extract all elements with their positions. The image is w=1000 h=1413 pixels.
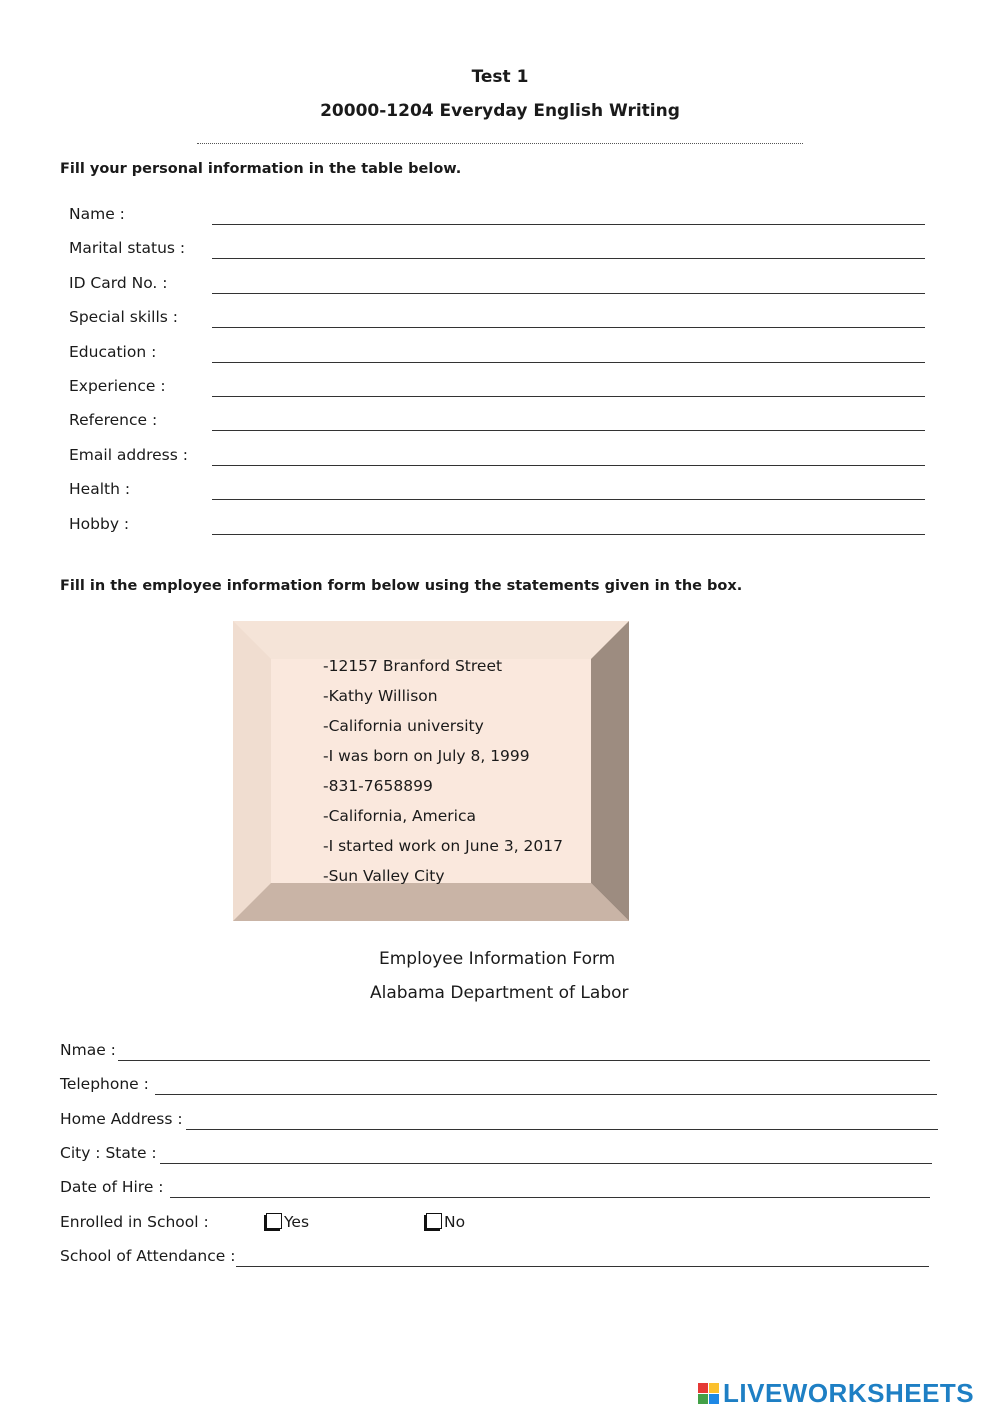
statement-item: -12157 Branford Street (323, 657, 503, 675)
test-title: Test 1 (471, 67, 529, 87)
statements-list (323, 655, 563, 895)
personal-field-input[interactable] (212, 396, 925, 397)
statement-item: -California, America (323, 807, 476, 825)
bevel-right (591, 621, 629, 921)
logo-square-green (698, 1394, 708, 1404)
city-state-label: City : State : (60, 1144, 157, 1162)
checkbox-yes[interactable] (266, 1213, 282, 1229)
instruction-personal-info: Fill your personal information in the table below. (60, 161, 462, 177)
statement-item: -831-7658899 (323, 777, 433, 795)
personal-row (69, 205, 925, 229)
logo-square-blue (709, 1394, 719, 1404)
statement-item: -I started work on June 3, 2017 (323, 837, 564, 855)
school-row (60, 1247, 929, 1271)
personal-field-label: Education : (69, 342, 157, 361)
yes-label: Yes (284, 1213, 310, 1231)
bevel-top (233, 621, 629, 659)
personal-field-input[interactable] (212, 258, 925, 259)
checkbox-no[interactable] (426, 1213, 442, 1229)
personal-row (69, 239, 925, 263)
personal-field-input[interactable] (212, 362, 925, 363)
form-subtitle: Alabama Department of Labor (370, 983, 629, 1003)
personal-field-label: Email address : (69, 445, 188, 464)
enrolled-no-option[interactable] (426, 1213, 465, 1231)
personal-row (69, 308, 925, 332)
enrolled-row (60, 1213, 500, 1237)
employee-name-field[interactable] (118, 1060, 930, 1061)
instruction-employee-form: Fill in the employee information form below using the statements given in the box. (60, 578, 743, 594)
city-state-field[interactable] (160, 1163, 932, 1164)
school-label: School of Attendance : (60, 1247, 236, 1265)
bevel-left (233, 621, 271, 921)
personal-field-input[interactable] (212, 430, 925, 431)
personal-field-input[interactable] (212, 465, 925, 466)
telephone-label: Telephone : (60, 1075, 149, 1093)
personal-field-label: Special skills : (69, 308, 178, 327)
personal-field-input[interactable] (212, 224, 925, 225)
personal-field-label: Hobby : (69, 514, 130, 533)
enrolled-yes-option[interactable] (266, 1213, 309, 1231)
date-of-hire-label: Date of Hire : (60, 1178, 164, 1196)
personal-row (69, 480, 925, 504)
personal-row (69, 274, 925, 298)
personal-field-input[interactable] (212, 499, 925, 500)
logo-text: LIVEWORKSHEETS (723, 1377, 975, 1408)
employee-name-row (60, 1041, 930, 1065)
home-address-field[interactable] (186, 1129, 938, 1130)
personal-field-input[interactable] (212, 293, 925, 294)
home-address-label: Home Address : (60, 1110, 183, 1128)
telephone-field[interactable] (155, 1094, 937, 1095)
city-state-row (60, 1144, 932, 1168)
personal-row (69, 446, 925, 470)
personal-row (69, 515, 925, 539)
personal-field-input[interactable] (212, 534, 925, 535)
personal-field-label: Experience : (69, 377, 166, 395)
personal-field-label: Name : (69, 205, 125, 223)
personal-field-input[interactable] (212, 327, 925, 328)
date-of-hire-row (60, 1178, 930, 1202)
home-address-row (60, 1110, 938, 1134)
personal-field-label: ID Card No. : (69, 273, 168, 292)
personal-row (69, 377, 925, 401)
school-field[interactable] (236, 1266, 929, 1267)
course-title: 20000-1204 Everyday English Writing (320, 101, 680, 121)
personal-field-label: Marital status : (69, 239, 186, 258)
personal-row (69, 411, 925, 435)
personal-row (69, 343, 925, 367)
statement-item: -Kathy Willison (323, 687, 438, 705)
logo-square-yellow (709, 1383, 719, 1393)
form-title: Employee Information Form (379, 949, 616, 969)
no-label: No (444, 1213, 466, 1231)
enrolled-label: Enrolled in School : (60, 1213, 209, 1231)
personal-field-label: Reference : (69, 411, 158, 430)
logo-squares-icon (698, 1383, 719, 1404)
statement-item: -I was born on July 8, 1999 (323, 747, 530, 765)
date-of-hire-field[interactable] (170, 1197, 930, 1198)
statement-item: -Sun Valley City (323, 867, 445, 885)
logo-square-red (698, 1383, 708, 1393)
personal-field-label: Health : (69, 480, 131, 499)
liveworksheets-logo (698, 1378, 974, 1408)
dotted-divider (197, 143, 803, 144)
statement-item: -California university (323, 717, 484, 735)
telephone-row (60, 1075, 937, 1099)
employee-name-label: Nmae : (60, 1041, 116, 1059)
